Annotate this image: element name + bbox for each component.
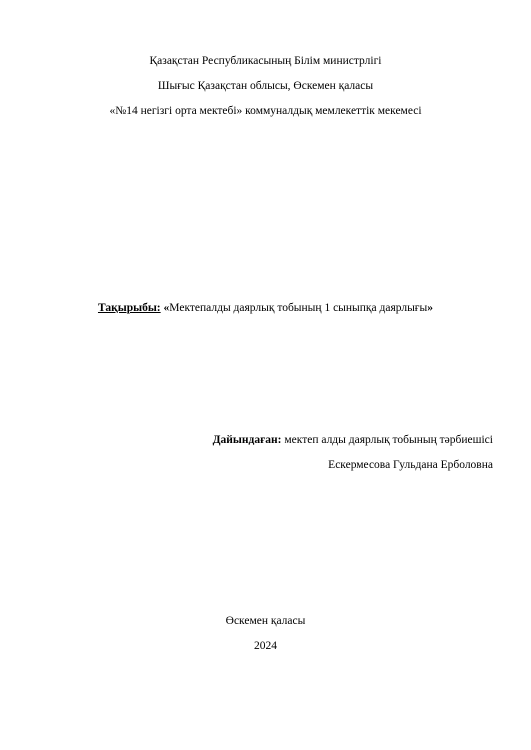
topic-title [164, 302, 434, 314]
topic-text: Мектепалды даярлық тобының 1 сыныпқа даярлығы [169, 302, 428, 314]
topic-close-quote: » [427, 302, 434, 314]
city-name: Өскемен қаласы [225, 615, 306, 627]
ministry-heading: Қазақстан Республикасының Білім министрлігі [149, 55, 382, 67]
year: 2024 [254, 640, 277, 652]
prepared-label: Дайындаған: [212, 434, 282, 446]
topic-line [0, 301, 531, 315]
prepared-by-line [213, 433, 493, 447]
topic-open-quote: « [163, 302, 170, 314]
prepared-role: мектеп алды даярлық тобының тәрбиешісі [284, 434, 493, 446]
region-heading: Шығыс Қазақстан облысы, Өскемен қаласы [157, 80, 374, 92]
school-heading: «№14 негізгі орта мектебі» коммуналдық мемлекеттік мекемесі [109, 105, 422, 117]
topic-label: Тақырыбы: [97, 302, 161, 314]
author-name: Ескермесова Гульдана Ерболовна [328, 459, 493, 471]
